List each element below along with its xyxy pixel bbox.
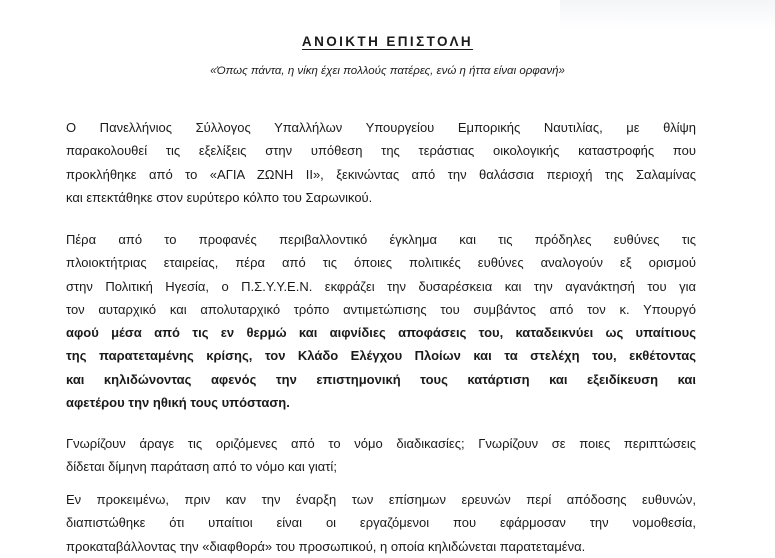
paragraph-1-line: προκλήθηκε από το «ΑΓΙΑ ΖΩΝΗ ΙΙ», ξεκινώντας από την θαλάσσια περιοχή της Σαλαμίνας <box>66 166 696 182</box>
paragraph-2-bold-line: αφού μέσα από τις εν θερμώ και αιφνίδιες αποφάσεις του, καταδεικνύει ως υπαίτιους <box>66 325 696 341</box>
paragraph-4 <box>66 488 696 558</box>
paragraph-1-line: Ο Πανελλήνιος Σύλλογος Υπαλλήλων Υπουργείου Εμπορικής Ναυτιλίας, με θλίψη <box>66 120 696 135</box>
paragraph-2-line: πλοιοκτήτριας εταιρείας, πέρα από τις όποιες πολιτικές ευθύνες αναλογούν εξ ορισμού <box>66 255 696 271</box>
scan-shading <box>560 0 775 30</box>
letter-title: ΑΝΟΙΚΤΗ ΕΠΙΣΤΟΛΗ <box>301 34 474 49</box>
letter-motto: «Όπως πάντα, η νίκη έχει πολλούς πατέρες, ενώ η ήττα είναι ορφανή» <box>210 65 565 77</box>
paragraph-1-line: και επεκτάθηκε στον ευρύτερο κόλπο του Σαρωνικού. <box>66 189 373 205</box>
paragraph-2-bold-line: αφετέρου την ηθική τους υπόσταση. <box>66 395 290 411</box>
paragraph-3-line: Γνωρίζουν άραγε τις οριζόμενες από το νόμο διαδικασίες; Γνωρίζουν σε ποιες περιπτώσεις <box>66 436 696 451</box>
paragraph-1-line: παρακολουθεί τις εξελίξεις στην υπόθεση της τεράστιας οικολογικής καταστροφής που <box>66 143 696 159</box>
paragraph-3-line: δίδεται δίμηνη παράταση από το νόμο και γιατί; <box>66 459 337 475</box>
paragraph-1 <box>66 116 696 209</box>
paragraph-4-line: διαπιστώθηκε ότι υπαίτιοι είναι οι εργαζόμενοι που εφάρμοσαν την νομοθεσία, <box>66 515 696 531</box>
paragraph-2-bold-line: και κηλιδώνοντας αφενός την επιστημονική τους κατάρτιση και εξειδίκευση και <box>66 371 696 387</box>
paragraph-2-line: τον αυταρχικό και απολυταρχικό τρόπο αντιμετώπισης του συμβάντος από τον κ. Υπουργό <box>66 301 696 317</box>
paragraph-2-line: στην Πολιτική Ηγεσία, ο Π.Σ.Υ.Υ.Ε.Ν. εκφράζει την δυσαρέσκεια και την αγανάκτησή του για <box>66 278 696 294</box>
paragraph-4-line: Εν προκειμένω, πριν καν την έναρξη των επίσημων ερευνών περί απόδοσης ευθυνών, <box>66 492 696 507</box>
paragraph-2-line: Πέρα από το προφανές περιβαλλοντικό έγκλημα και τις πρόδηλες ευθύνες τις <box>66 232 696 247</box>
paragraph-3 <box>66 432 696 479</box>
paragraph-4-line: προκαταβάλλοντας την «διαφθορά» του προσωπικού, η οποία κηλιδώνεται παρατεταμένα. <box>66 538 586 554</box>
paragraph-2-bold-line: της παρατεταμένης κρίσης, τον Κλάδο Ελέγχου Πλοίων και τα στελέχη του, εκθέτοντας <box>66 348 696 364</box>
paragraph-2 <box>66 228 696 414</box>
